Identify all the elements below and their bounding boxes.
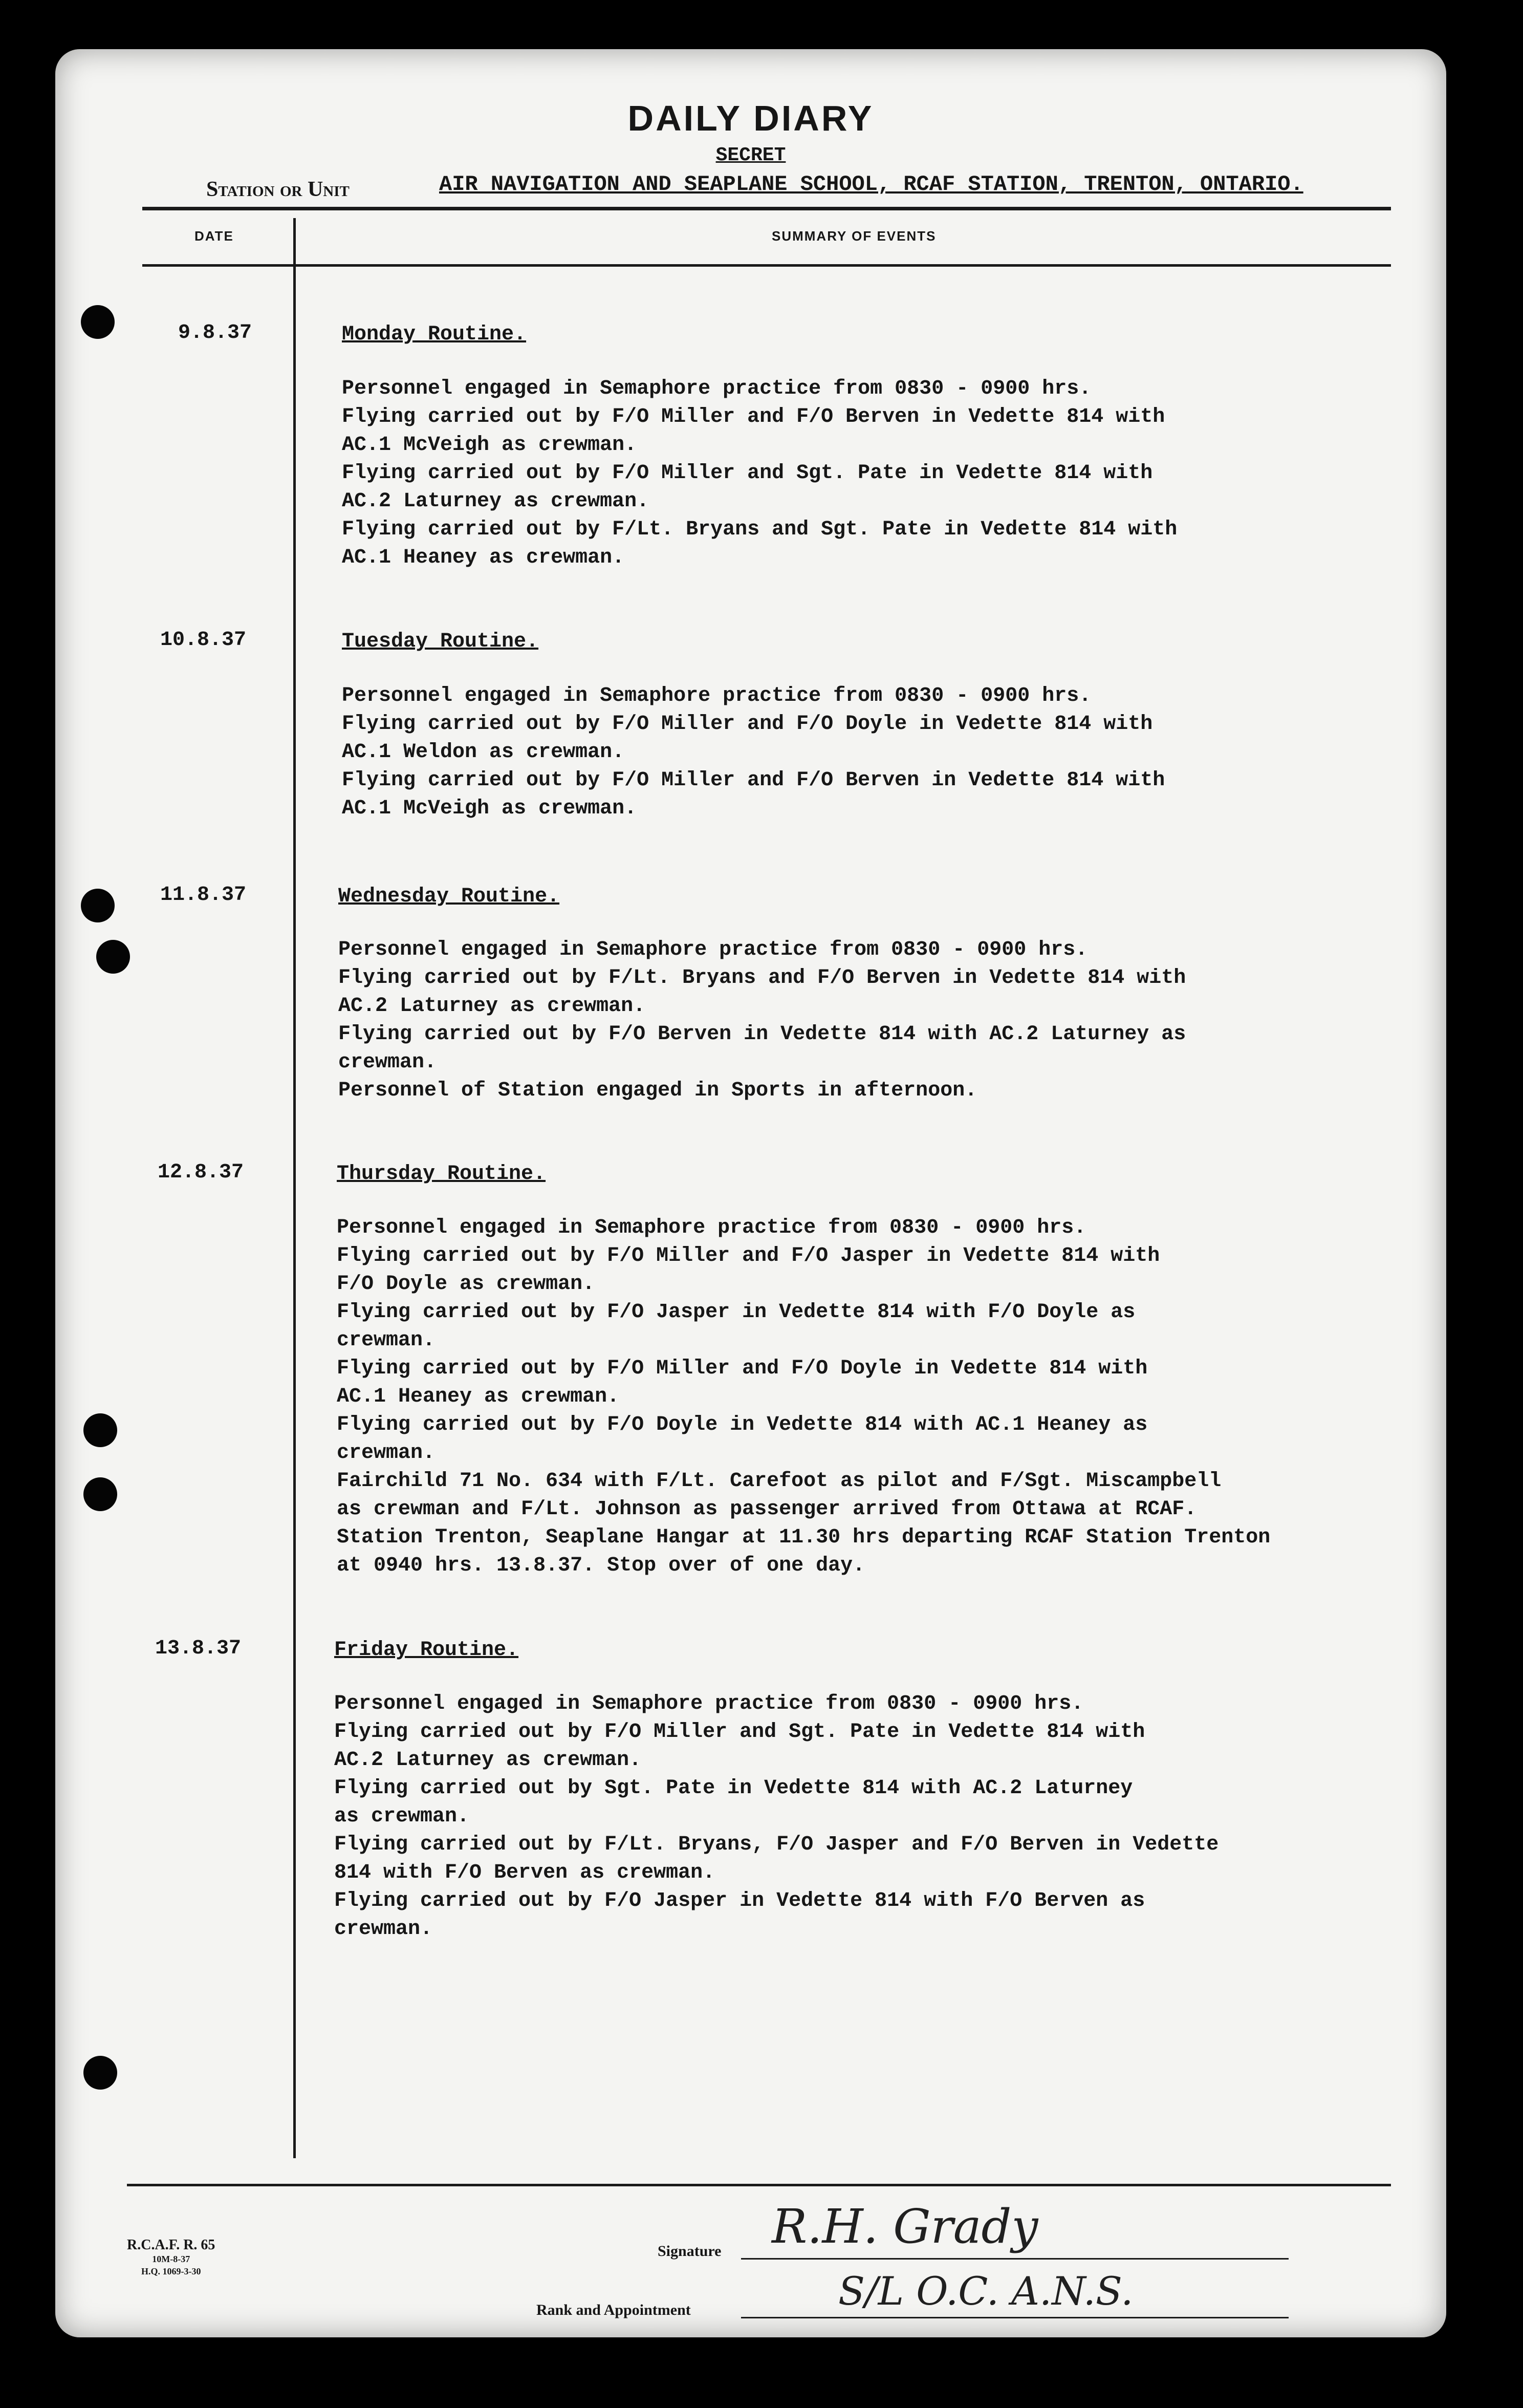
entry-line: Flying carried out by F/O Miller and F/O Doyle in Vedette 814 with [337,1357,1148,1380]
entry-line: Fairchild 71 No. 634 with F/Lt. Carefoot as pilot and F/Sgt. Miscampbell [337,1470,1222,1493]
entry-line: Flying carried out by F/O Jasper in Vedette 814 with F/O Doyle as [337,1301,1136,1324]
form-number: R.C.A.F. R. 65 [127,2237,215,2253]
entry-line: AC.1 Weldon as crewman. [342,741,625,764]
entry-line: AC.2 Laturney as crewman. [334,1749,642,1772]
binder-hole [83,1477,117,1511]
form-print-run: 10M-8-37 [152,2254,190,2264]
entry-date: 12.8.37 [158,1161,244,1184]
entry-line: Flying carried out by F/O Jasper in Vedette 814 with F/O Berven as [334,1889,1145,1912]
header-rule-top [142,207,1391,210]
entry-line: as crewman and F/Lt. Johnson as passenger arrived from Ottawa at RCAF. [337,1498,1197,1521]
entry-line: Flying carried out by F/O Miller and F/O Berven in Vedette 814 with [342,405,1165,428]
entry-line: Flying carried out by F/Lt. Bryans and Sgt. Pate in Vedette 814 with [342,518,1178,541]
entry-line: Flying carried out by F/O Doyle in Vedette 814 with AC.1 Heaney as [337,1413,1148,1436]
entry-line: crewman. [337,1442,436,1465]
entry-line: AC.1 McVeigh as crewman. [342,434,637,457]
rank-line [741,2317,1289,2318]
entry-lines [342,682,1165,823]
entry-line: as crewman. [334,1805,470,1828]
entry-line: 814 with F/O Berven as crewman. [334,1861,715,1884]
entry-date: 13.8.37 [155,1637,242,1660]
entry-line: Flying carried out by Sgt. Pate in Vedette 814 with AC.2 Laturney [334,1777,1133,1800]
entry-line: AC.1 McVeigh as crewman. [342,797,637,820]
entry-lines [342,375,1177,572]
diary-page [55,49,1446,2337]
entry-line: Flying carried out by F/O Miller and F/O Doyle in Vedette 814 with [342,713,1153,736]
station-value: AIR NAVIGATION AND SEAPLANE SCHOOL, RCAF STATION, TRENTON, ONTARIO. [439,172,1303,197]
form-code [127,2238,215,2277]
column-header-date: DATE [194,228,234,244]
signature-label: Signature [658,2243,722,2260]
entry-line: Station Trenton, Seaplane Hangar at 11.30 hrs departing RCAF Station Trenton [337,1526,1271,1549]
rank-label: Rank and Appointment [536,2302,691,2318]
entry-line: Flying carried out by F/O Miller and Sgt. Pate in Vedette 814 with [334,1721,1145,1744]
entry-heading: Friday Routine. [334,1639,519,1662]
entry-date: 9.8.37 [178,321,252,345]
column-header-summary: SUMMARY OF EVENTS [772,228,937,244]
entry-heading: Thursday Routine. [337,1163,546,1186]
column-divider [293,218,296,2158]
signature-handwriting: R.H. Grady [772,2199,1038,2254]
form-hq-ref: H.Q. 1069-3-30 [141,2266,201,2276]
entry-line: Flying carried out by F/Lt. Bryans and F/O Berven in Vedette 814 with [338,966,1186,990]
entry-lines [334,1690,1219,1943]
signature-line [741,2258,1289,2260]
entry-heading: Wednesday Routine. [338,885,560,908]
entry-line: AC.1 Heaney as crewman. [337,1385,620,1408]
entry-heading: Tuesday Routine. [342,630,539,653]
entry-line: Personnel engaged in Semaphore practice from 0830 - 0900 hrs. [342,684,1092,707]
entry-line: crewman. [337,1329,436,1352]
entry-line: Personnel engaged in Semaphore practice from 0830 - 0900 hrs. [334,1692,1084,1715]
binder-hole [81,889,115,922]
entry-lines [338,936,1186,1105]
entry-line: Personnel of Station engaged in Sports in afternoon. [338,1079,977,1102]
entry-line: Flying carried out by F/O Berven in Vedette 814 with AC.2 Laturney as [338,1023,1186,1046]
entry-line: AC.2 Laturney as crewman. [338,995,646,1018]
entry-line: AC.1 Heaney as crewman. [342,546,625,569]
page-title: DAILY DIARY [627,98,874,138]
entry-line: Personnel engaged in Semaphore practice from 0830 - 0900 hrs. [338,938,1088,961]
binder-hole [96,940,130,974]
rank-handwriting: S/L O.C. A.N.S. [838,2268,1134,2314]
entry-line: Flying carried out by F/O Miller and F/O Berven in Vedette 814 with [342,769,1165,792]
entry-line: at 0940 hrs. 13.8.37. Stop over of one day. [337,1554,865,1577]
entry-line: Personnel engaged in Semaphore practice from 0830 - 0900 hrs. [337,1216,1086,1239]
station-label: Station or Unit [206,178,350,201]
entry-date: 11.8.37 [160,884,247,907]
entry-line: crewman. [338,1051,437,1074]
entry-line: Personnel engaged in Semaphore practice from 0830 - 0900 hrs. [342,377,1092,400]
binder-hole [81,305,115,339]
entry-line: Flying carried out by F/O Miller and F/O Jasper in Vedette 814 with [337,1244,1160,1267]
entry-line: AC.2 Laturney as crewman. [342,490,649,513]
binder-hole [83,1413,117,1447]
entry-lines [337,1214,1270,1580]
entry-line: Flying carried out by F/O Miller and Sgt. Pate in Vedette 814 with [342,462,1153,485]
footer-rule [127,2184,1391,2186]
binder-hole [83,2056,117,2090]
entry-line: Flying carried out by F/Lt. Bryans, F/O Jasper and F/O Berven in Vedette [334,1833,1219,1856]
classification-stamp: SECRET [715,144,786,166]
entry-line: crewman. [334,1918,433,1941]
entry-date: 10.8.37 [160,629,247,652]
header-rule-bottom [142,264,1391,267]
entry-line: F/O Doyle as crewman. [337,1273,595,1296]
entry-heading: Monday Routine. [342,323,527,346]
